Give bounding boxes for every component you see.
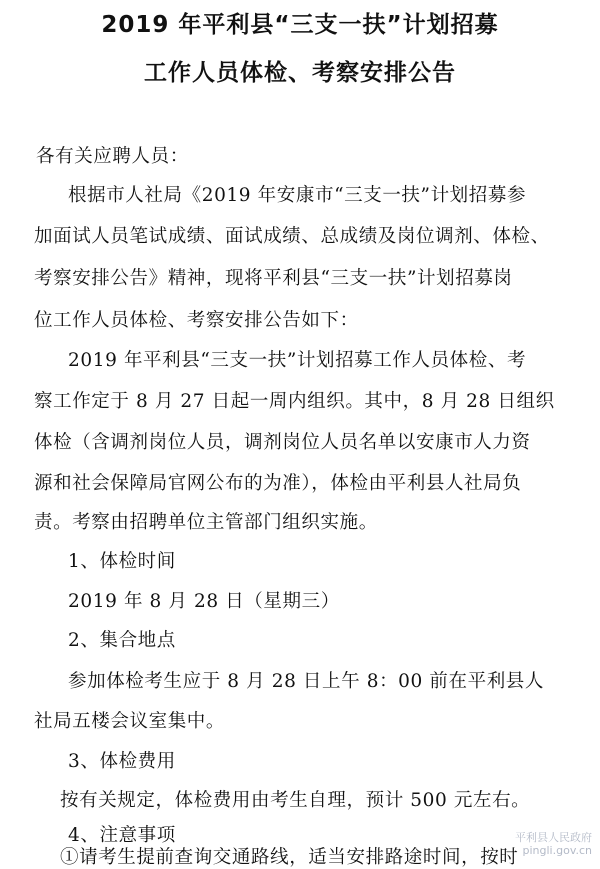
section-2-heading: 2、集合地点 <box>68 630 176 651</box>
paragraph-2-line: 2019 年平利县“三支一扶”计划招募工作人员体检、考 <box>68 350 527 371</box>
watermark-domain: pingli.gov.cn <box>522 844 592 857</box>
document-title-line-1: 2019 年平利县“三支一扶”计划招募 <box>101 12 499 38</box>
paragraph-2-line: 体检（含调剂岗位人员，调剂岗位人员名单以安康市人力资 <box>34 432 531 453</box>
section-2-body-line: 参加体检考生应于 8 月 28 日上午 8：00 前在平利县人 <box>68 671 545 692</box>
paragraph-2-line: 察工作定于 8 月 27 日起一周内组织。其中，8 月 28 日组织 <box>34 391 555 412</box>
greeting: 各有关应聘人员： <box>36 146 189 167</box>
watermark-name: 平利县人民政府 <box>515 831 592 844</box>
paragraph-2-line: 责。考察由招聘单位主管部门组织实施。 <box>34 512 378 533</box>
paragraph-1-line: 考察安排公告》精神，现将平利县“三支一扶”计划招募岗 <box>34 268 513 289</box>
section-3-body: 按有关规定，体检费用由考生自理，预计 500 元左右。 <box>60 790 531 811</box>
site-watermark <box>515 831 592 857</box>
paragraph-2-line: 源和社会保障局官网公布的为准），体检由平利县人社局负 <box>34 473 522 494</box>
section-1-heading: 1、体检时间 <box>68 551 176 572</box>
section-2-body-line: 社局五楼会议室集中。 <box>34 711 226 732</box>
paragraph-1-line: 位工作人员体检、考察安排公告如下： <box>34 310 359 331</box>
section-4-item-1: ①请考生提前查询交通路线，适当安排路途时间，按时 <box>60 847 519 868</box>
paragraph-1-line: 根据市人社局《2019 年安康市“三支一扶”计划招募参 <box>68 185 527 206</box>
section-4-heading: 4、注意事项 <box>68 825 176 846</box>
document-title-line-2: 工作人员体检、考察安排公告 <box>144 60 456 86</box>
section-3-heading: 3、体检费用 <box>68 751 176 772</box>
section-1-body: 2019 年 8 月 28 日（星期三） <box>68 591 340 612</box>
paragraph-1-line: 加面试人员笔试成绩、面试成绩、总成绩及岗位调剂、体检、 <box>34 226 550 247</box>
